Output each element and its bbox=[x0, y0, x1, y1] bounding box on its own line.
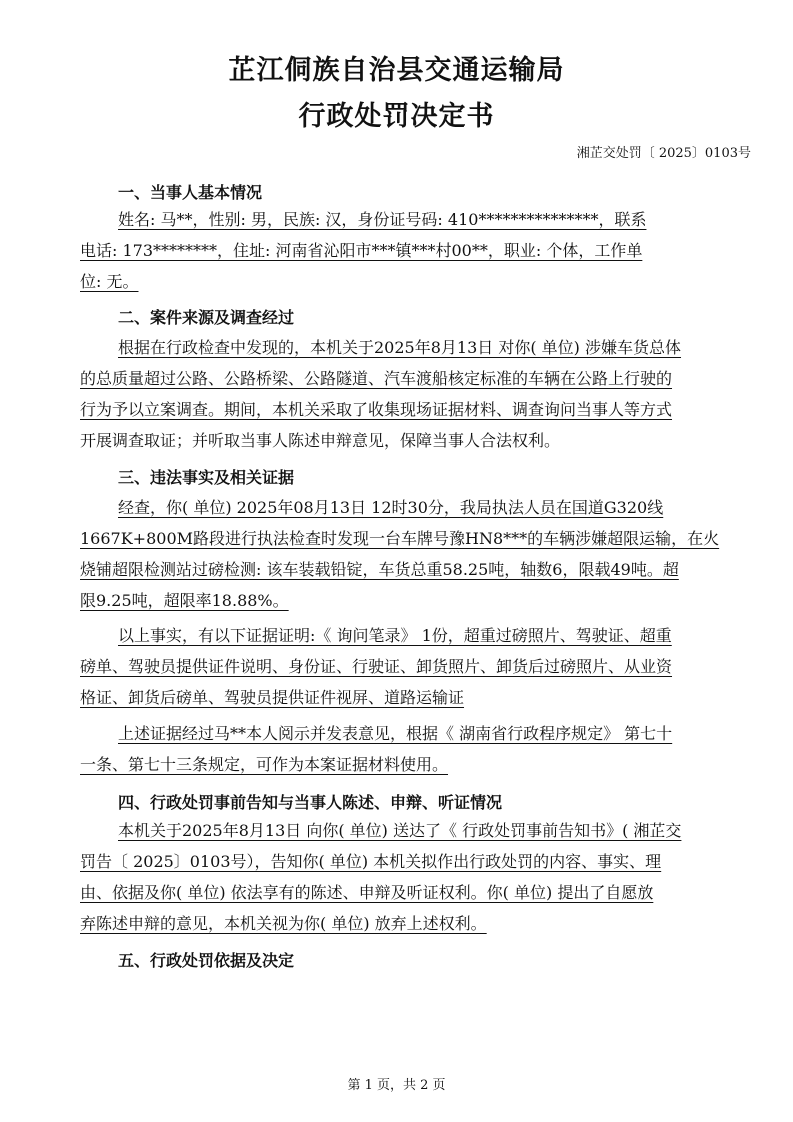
text-line: 经查，你( 单位) 2025年08月13日 12时30分，我局执法人员在国道G320线 bbox=[118, 498, 664, 517]
agency-title: 芷江侗族自治县交通运输局 bbox=[228, 55, 565, 86]
text-line: 罚告〔 2025〕0103号），告知你( 单位) 本机关拟作出行政处罚的内容、事实、理 bbox=[80, 852, 662, 871]
text-line: 姓名: 马**，性别: 男，民族: 汉，身份证号码: 410***************，联系 bbox=[118, 210, 647, 229]
text-line: 格证、卸货后磅单、驾驶员提供证件视屏、道路运输证 bbox=[80, 688, 465, 707]
text-line: 一条、第七十三条规定，可作为本案证据材料使用。 bbox=[80, 755, 449, 774]
text-line: 以上事实，有以下证据证明:《 询问笔录》 1份，超重过磅照片、驾驶证、超重 bbox=[118, 626, 672, 645]
text-line: 根据在行政检查中发现的，本机关于2025年8月13日 对你( 单位) 涉嫌车货总体 bbox=[118, 338, 682, 357]
text-line: 行为予以立案调查。期间，本机关采取了收集现场证据材料、调查询问当事人等方式 bbox=[80, 400, 673, 419]
text-line: 开展调查取证；并听取当事人陈述申辩意见，保障当事人合法权利。 bbox=[80, 431, 561, 450]
section-violation-facts-para1 bbox=[80, 492, 748, 616]
section-violation-facts-conclusion bbox=[80, 718, 748, 780]
text-line: 本机关于2025年8月13日 向你( 单位) 送达了《 行政处罚事前告知书》( 湘芷交 bbox=[118, 821, 682, 840]
text-line: 电话: 173********，住址: 河南省沁阳市***镇***村00**，职业: 个体，工作单 bbox=[80, 241, 643, 260]
text-line: 限9.25吨，超限率18.88%。 bbox=[80, 591, 289, 610]
section-heading-case-source: 二、案件来源及调查经过 bbox=[118, 308, 295, 327]
text-line: 磅单、驾驶员提供证件说明、身份证、行驶证、卸货照片、卸货后过磅照片、从业资 bbox=[80, 657, 673, 676]
section-party-info-body bbox=[80, 204, 748, 297]
section-heading-penalty-basis: 五、行政处罚依据及决定 bbox=[118, 951, 295, 970]
document-number: 湘芷交处罚〔 2025〕0103号 bbox=[576, 146, 751, 161]
section-heading-party-info: 一、当事人基本情况 bbox=[118, 183, 263, 202]
section-violation-facts-evidence bbox=[80, 620, 748, 713]
section-heading-prior-notice: 四、行政处罚事前告知与当事人陈述、申辩、听证情况 bbox=[118, 793, 503, 812]
text-line: 的总质量超过公路、公路桥梁、公路隧道、汽车渡船核定标准的车辆在公路上行驶的 bbox=[80, 369, 673, 388]
section-heading-violation-facts: 三、违法事实及相关证据 bbox=[118, 468, 295, 487]
section-case-source-body bbox=[80, 332, 748, 456]
text-line: 上述证据经过马**本人阅示并发表意见，根据《 湖南省行政程序规定》 第七十 bbox=[118, 724, 673, 743]
page-footer: 第 1 页，共 2 页 bbox=[347, 1078, 446, 1093]
text-line: 1667K+800M路段进行执法检查时发现一台车牌号豫HN8***的车辆涉嫌超限运输，在火 bbox=[80, 529, 720, 548]
text-line: 由、依据及你( 单位) 依法享有的陈述、申辩及听证权利。你( 单位) 提出了自愿放 bbox=[80, 883, 654, 902]
section-prior-notice-body bbox=[80, 815, 748, 939]
text-line: 烧铺超限检测站过磅检测: 该车装载铅锭，车货总重58.25吨，轴数6，限载49吨。超 bbox=[80, 560, 679, 579]
text-line: 位: 无。 bbox=[80, 272, 139, 291]
text-line: 弃陈述申辩的意见，本机关视为你( 单位) 放弃上述权利。 bbox=[80, 914, 487, 933]
document-title: 行政处罚决定书 bbox=[298, 101, 495, 132]
